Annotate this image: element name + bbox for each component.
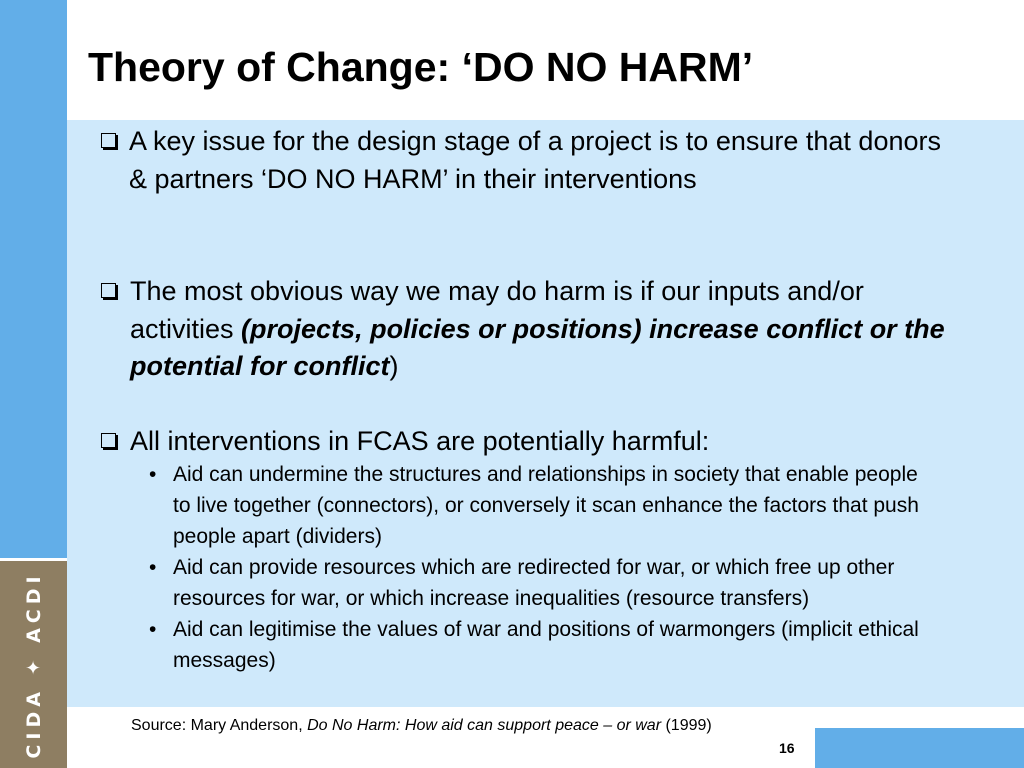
bullet-3-text: All interventions in FCAS are potentially harmful:: [130, 426, 710, 456]
bullet-3: [97, 423, 947, 461]
content-panel: [67, 120, 1024, 707]
bullet-2-text-end: ): [389, 351, 399, 381]
bullet-dot-icon: •: [149, 556, 157, 579]
sub-bullet-text: Aid can undermine the structures and relationships in society that enable people to live together (connectors), or conversely it scan enhance the factors that push people apart (dividers): [173, 463, 919, 548]
cida-logo: [0, 561, 67, 768]
bottom-accent-bar: [815, 728, 1024, 768]
slide-title: Theory of Change: ‘DO NO HARM’: [88, 44, 754, 90]
bullet-dot-icon: •: [149, 618, 157, 641]
bullet-1-text: A key issue for the design stage of a project is to ensure that donors & partners ‘DO NO HARM’ in their interventions: [129, 126, 941, 194]
cida-logo-text: CIDA ✦ ACDI: [22, 570, 45, 759]
bullet-2: [97, 273, 947, 386]
page-number: 16: [779, 740, 795, 756]
bullet-2-emphasis: (projects, policies or positions) increase conflict or the potential for conflict: [130, 313, 945, 381]
sub-bullet-item: [149, 614, 919, 676]
left-accent-bar: [0, 0, 67, 558]
checkbox-bullet-icon: [101, 133, 116, 148]
checkbox-bullet-icon: [101, 433, 116, 448]
sub-bullet-item: [149, 459, 919, 552]
source-prefix: Source: Mary Anderson,: [131, 717, 308, 734]
sub-bullet-text: Aid can legitimise the values of war and positions of warmongers (implicit ethical messages): [173, 618, 919, 672]
source-citation: [131, 715, 771, 736]
bullet-dot-icon: •: [149, 463, 157, 486]
sub-bullet-item: [149, 552, 919, 614]
source-suffix: (1999): [661, 717, 712, 734]
checkbox-bullet-icon: [101, 283, 116, 298]
source-book-title: Do No Harm: How aid can support peace – or war: [307, 717, 662, 734]
sub-bullet-list: [149, 459, 919, 676]
bullet-1: [97, 123, 947, 198]
bullet-2-text-start: The most obvious way we may do harm is if our inputs and/or activities: [130, 276, 864, 344]
sub-bullet-text: Aid can provide resources which are redirected for war, or which free up other resources for war, or which increase inequalities (resource transfers): [173, 556, 895, 610]
